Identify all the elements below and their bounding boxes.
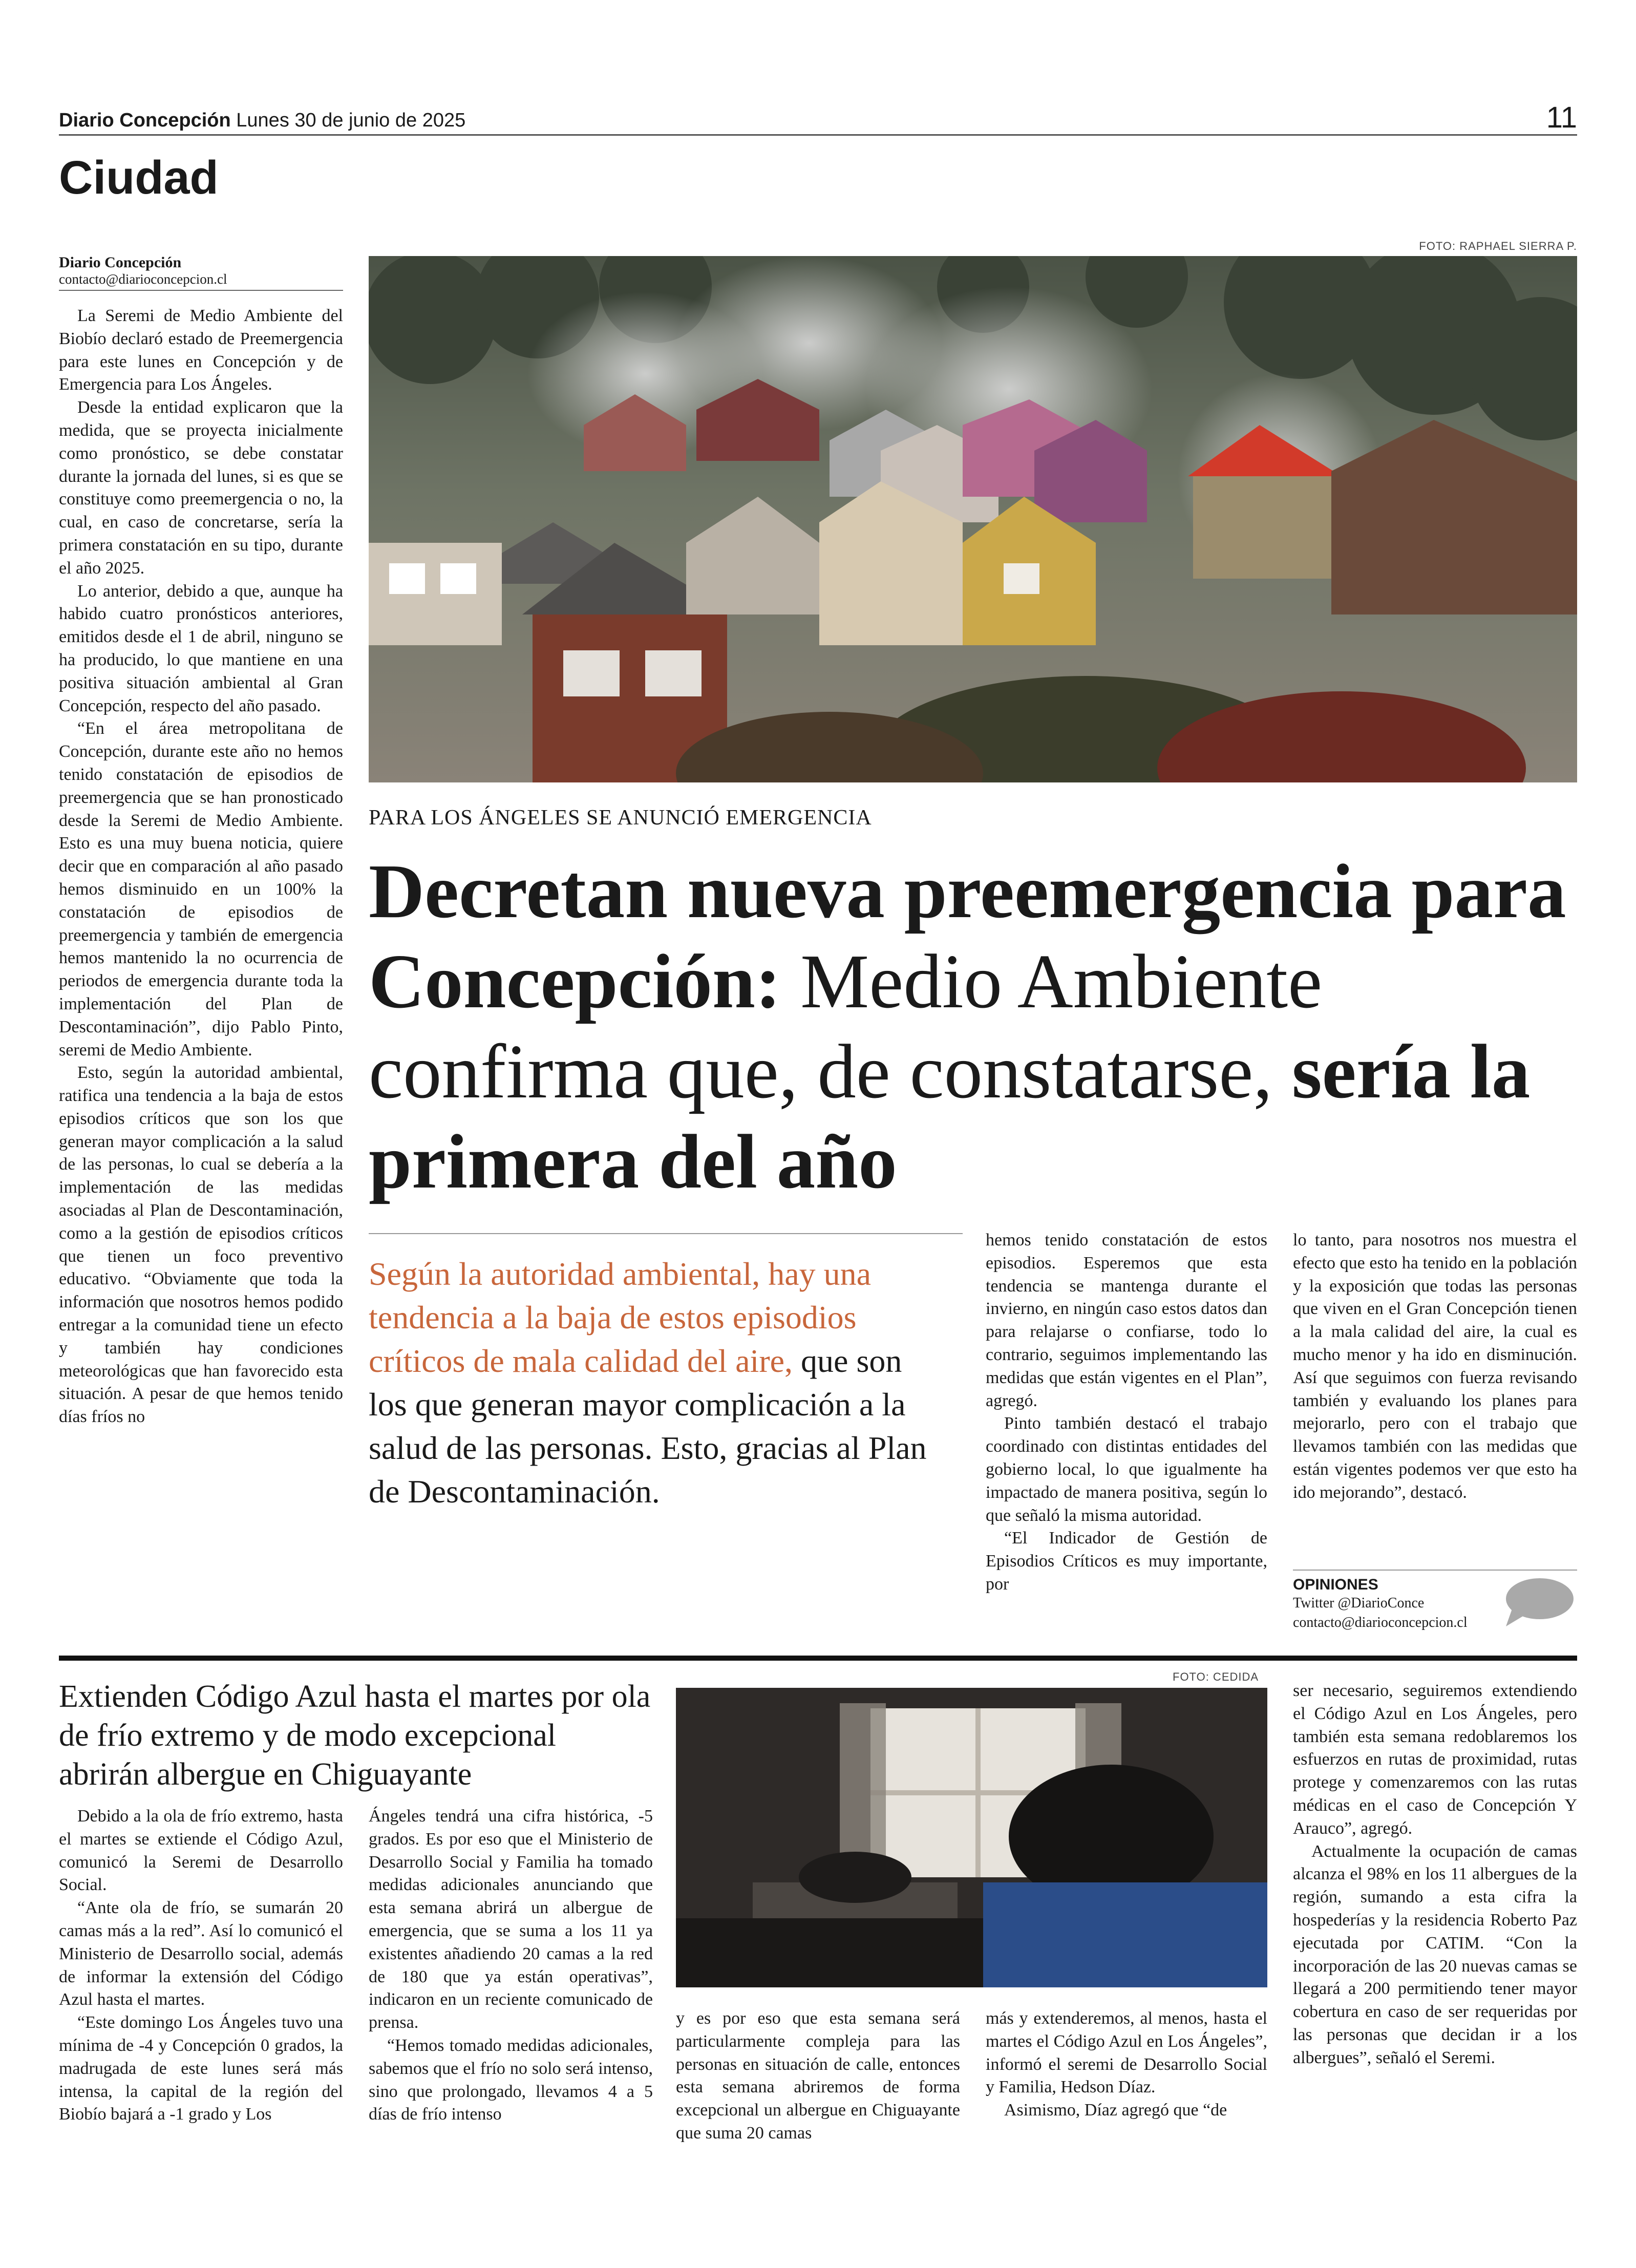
paragraph: Ángeles tendrá una cifra histórica, -5 grados. Es por eso que el Ministerio de Desarrollo Social y Familia ha tomado medidas adicionales anunciando que esta semana abrirá un albergue de emergencia, que se suma a los 11 ya existentes añadiendo 20 camas a la red de 180 que ya están operativas”, indicaron en un reciente comunicado de prensa. [369, 1807, 653, 2032]
second-article-column-2 [369, 1805, 653, 2126]
paragraph: Lo anterior, debido a que, aunque ha habido cuatro pronósticos anteriores, emitidos desde el 1 de abril, ninguno se ha producido, lo que mantiene en una positiva situación ambiental al Gran Concepción, respecto del año pasado. [59, 581, 343, 715]
second-article-column-4 [986, 2007, 1267, 2122]
headline-light-part: Medio Ambiente confirma que, de constatarse, [369, 938, 1323, 1114]
paragraph: más y extenderemos, al menos, hasta el martes el Código Azul en Los Ángeles”, informó el seremi de Desarrollo Social y Familia, Hedson Díaz. [986, 2009, 1267, 2097]
paragraph: Debido a la ola de frío extremo, hasta el martes se extiende el Código Azul, comunicó la Seremi de Desarrollo Social. [59, 1807, 343, 1895]
opinions-rule [1293, 1570, 1577, 1571]
paragraph: Esto, según la autoridad ambiental, ratifica una tendencia a la baja de estos episodios críticos que son los que generan mayor complicación a la salud de las personas, lo cual se debería a la implementación de las medidas asociadas al Plan de Descontaminación, como a la gestión de episodios críticos que tienen un foco preventivo educativo. “Obviamente que toda la información que nosotros hemos podido entregar a la comunidad tiene un efecto y también hay condiciones meteorológicas que han favorecido esta situación. A pesar de que hemos tenido días fríos no [59, 1063, 343, 1427]
paragraph: ser necesario, seguiremos extendiendo el Código Azul en Los Ángeles, pero también esta semana redoblaremos los esfuerzos en rutas de proximidad, rutas protege y comenzaremos con las rutas médicas en el caso de Concepción Y Arauco”, agregó. [1293, 1681, 1577, 1838]
page-number: 11 [1546, 101, 1577, 134]
article-divider [59, 1656, 1577, 1661]
paragraph: y es por eso que esta semana será particularmente compleja para las personas en situación de calle, entonces esta semana abriremos de forma excepcional un albergue en Chiguayante que suma 20 camas [676, 2009, 960, 2143]
byline-rule [59, 290, 343, 291]
paragraph: La Seremi de Medio Ambiente del Biobío declaró estado de Preemergencia para este lunes en Concepción y de Emergencia para Los Ángeles. [59, 306, 343, 394]
paragraph: “Hemos tomado medidas adicionales, sabemos que el frío no solo será intenso, sino que prolongado, llevamos 4 a 5 días de frío intenso [369, 2036, 653, 2124]
kicker: PARA LOS ÁNGELES SE ANUNCIÓ EMERGENCIA [369, 806, 872, 830]
second-article-column-5 [1293, 1680, 1577, 2070]
opinions-title: OPINIONES [1293, 1576, 1378, 1593]
headline-bold-part-2: sería la primera del año [369, 1028, 1531, 1204]
speech-bubble-icon [1503, 1577, 1575, 1631]
shelter-photo [676, 1688, 1267, 1987]
headline-bold-part: Decretan nueva preemergencia para Concepción: [369, 848, 1566, 1024]
photo-credit: FOTO: RAPHAEL SIERRA P. [1419, 240, 1577, 252]
paragraph: Pinto también destacó el trabajo coordinado con distintas entidades del gobierno local, lo que igualmente ha impactado de manera positiva, según lo que señaló la misma autoridad. [986, 1414, 1267, 1525]
second-headline: Extienden Código Azul hasta el martes por ola de frío extremo y de modo excepcional abrirán albergue en Chiguayante [59, 1679, 651, 1792]
paragraph: “En el área metropolitana de Concepción, durante este año no hemos tenido constatación de episodios de preemergencia que se han pronosticado desde la Seremi de Medio Ambiente. Esto es una muy buena noticia, quiere decir que en comparación al año pasado hemos disminuido en un 100% la constatación de episodios de preemergencia y también de emergencia hemos mantenido la no ocurrencia de periodos de emergencia durante toda la implementación del Plan de Descontaminación”, dijo Pablo Pinto, seremi de Medio Ambiente. [59, 719, 343, 1059]
masthead [59, 110, 465, 132]
main-photo [369, 256, 1577, 782]
photo-credit-2: FOTO: CEDIDA [1173, 1670, 1259, 1683]
byline-name: Diario Concepción [59, 254, 182, 271]
paragraph: Asimismo, Díaz agregó que “de [1004, 2101, 1227, 2120]
main-article-column-1 [59, 305, 343, 1429]
byline-email: contacto@diarioconcepcion.cl [59, 271, 227, 287]
pull-quote-rest: que son los que generan mayor complicación a la salud de las personas. Esto, gracias al Plan de Descontaminación. [369, 1343, 927, 1510]
houses-hillside-photo [369, 256, 1577, 782]
main-headline [369, 846, 1577, 1206]
paragraph: lo tanto, para nosotros nos muestra el efecto que esto ha tenido en la población y la exposición que todas las personas que viven en el Gran Concepción tienen a la mala calidad del aire, la cual es mucho menor y ha ido en disminución. Así que seguimos con fuerza revisando también y evaluando los planes para mejorarlo, pero con el trabajo que llevamos también con las medidas que están vigentes podemos ver que esto ha ido mejorando”, destacó. [1293, 1231, 1577, 1502]
second-article-column-1 [59, 1805, 343, 2126]
pull-quote-accent: Según la autoridad ambiental, hay una tendencia a la baja de estos episodios críticos de mala calidad del aire, [369, 1256, 872, 1379]
main-article-column-3 [1293, 1229, 1577, 1504]
opinions-twitter[interactable]: Twitter @DiarioConce [1293, 1595, 1425, 1611]
second-article-column-3 [676, 2007, 960, 2145]
issue-date: Lunes 30 de junio de 2025 [236, 110, 466, 131]
paragraph: Desde la entidad explicaron que la medida, que se proyecta inicialmente como pronóstico, se debe constatar durante la jornada del lunes, si es que se constituye como preemergencia o no, la cual, en caso de concretarse, sería la primera constatación en su tipo, durante el año 2025. [59, 398, 343, 578]
header-rule [59, 134, 1577, 136]
shelter-bed-photo [676, 1688, 1267, 1987]
opinions-email[interactable]: contacto@diarioconcepcion.cl [1293, 1615, 1468, 1630]
paragraph: “Ante ola de frío, se sumarán 20 camas más a la red”. Así lo comunicó el Ministerio de Desarrollo social, además de informar la extensión del Código Azul hasta el martes. [59, 1898, 343, 2009]
paragraph: Actualmente la ocupación de camas alcanza el 98% en los 11 albergues de la región, sumando a esta cifra la hospederías y la residencia Roberto Paz ejecutada por CATIM. “Con la incorporación de las 20 nuevas camas se llegará a 200 permitiendo tener mayor cobertura en caso de ser requeridas por las personas que decidan ir a los albergues”, señaló el Seremi. [1293, 1841, 1577, 2067]
main-article-column-2 [986, 1229, 1267, 1596]
paper-name: Diario Concepción [59, 110, 231, 131]
section-title: Ciudad [59, 152, 219, 204]
pull-quote [369, 1252, 947, 1513]
pull-quote-rule [369, 1233, 963, 1234]
paragraph: hemos tenido constatación de estos episodios. Esperemos que esta tendencia se mantenga durante el invierno, en ningún caso estos datos dan para relajarse o confiarse, todo lo contrario, seguimos implementando las medidas que están vigentes en el Plan”, agregó. [986, 1231, 1267, 1410]
paragraph: “El Indicador de Gestión de Episodios Críticos es muy importante, por [986, 1529, 1267, 1594]
paragraph: “Este domingo Los Ángeles tuvo una mínima de -4 y Concepción 0 grados, la madrugada de este lunes será más intensa, la capital de la región del Biobío bajará a -1 grado y Los [59, 2013, 343, 2124]
